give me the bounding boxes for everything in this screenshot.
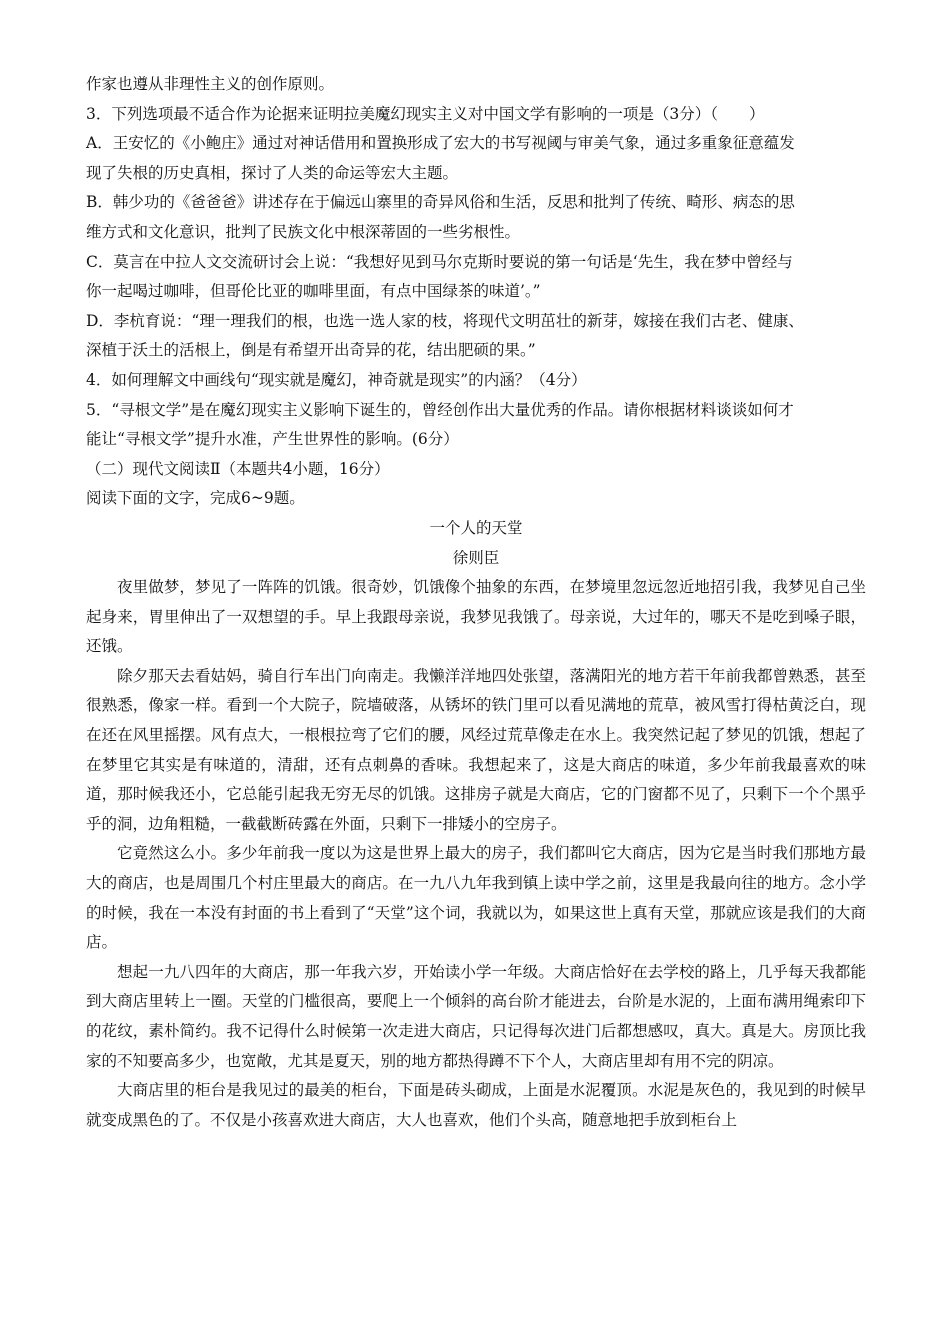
article-paragraph: 除夕那天去看姑妈，骑自行车出门向南走。我懒洋洋地四处张望，落满阳光的地方若干年前我都曾熟悉，甚至很熟悉，像家一样。看到一个大院子，院墙破落，从锈坏的铁门里可以看见满地的荒草，被风雪打得枯黄泛白，现在还在风里摇摆。风有点大，一根根拉弯了它们的腰，风经过荒草像走在水上。我突然记起了梦见的饥饿，想起了在梦里它其实是有味道的，清甜，还有点刺鼻的香味。我想起来了，这是大商店的味道，多少年前我最喜欢的味道，那时候我还小，它总能引起我无穷无尽的饥饿。这排房子就是大商店，它的门窗都不见了，只剩下一个个黑乎乎的洞，边角粗糙，一截截断砖露在外面，只剩下一排矮小的空房子。	[86, 666, 866, 833]
article-author: 徐则臣	[452, 548, 500, 567]
q3-option-d-line1: D．李杭育说：“理一理我们的根，也选一选人家的枝，将现代文明茁壮的新芽，嫁接在我们古老、健康、	[86, 311, 804, 330]
q3-stem: 3．下列选项最不适合作为论据来证明拉美魔幻现实主义对中国文学有影响的一项是（3分）（ ）	[86, 104, 765, 123]
article	[86, 514, 866, 1135]
question-3	[86, 100, 866, 366]
q3-option-a-line1: A．王安忆的《小鲍庄》通过对神话借用和置换形成了宏大的书写视阈与审美气象，通过多重象征意蕴发	[86, 134, 795, 153]
q3-option-a-line2: 现了失根的历史真相，探讨了人类的命运等宏大主题。	[86, 163, 459, 182]
prev-text: 作家也遵从非理性主义的创作原则。	[86, 75, 335, 93]
q3-option-d-line2: 深植于沃土的活根上，倒是有希望开出奇异的花，结出肥硕的果。”	[86, 341, 536, 360]
section-instruction: 阅读下面的文字，完成6~9题。	[86, 489, 305, 508]
question-5-line1: 5．“寻根文学”是在魔幻现实主义影响下诞生的，曾经创作出大量优秀的作品。请你根据材料谈谈如何才	[86, 400, 794, 419]
question-5-line2: 能让“寻根文学”提升水准，产生世界性的影响。(6分）	[86, 430, 459, 449]
article-paragraph: 它竟然这么小。多少年前我一度以为这是世界上最大的房子，我们都叫它大商店，因为它是当时我们那地方最大的商店，也是周围几个村庄里最大的商店。在一九八九年我到镇上读中学之前，这里是我最向往的地方。念小学的时候，我在一本没有封面的书上看到了“天堂”这个词，我就以为，如果这世上真有天堂，那就应该是我们的大商店。	[86, 844, 866, 952]
article-title: 一个人的天堂	[429, 518, 523, 537]
section-heading: （二）现代文阅读Ⅱ（本题共4小题，16分）	[86, 459, 390, 478]
question-4: 4．如何理解文中画线句“现实就是魔幻，神奇就是现实”的内涵？（4分）	[86, 370, 587, 389]
article-paragraph: 想起一九八四年的大商店，那一年我六岁，开始读小学一年级。大商店恰好在去学校的路上，几乎每天我都能到大商店里转上一圈。天堂的门槛很高，要爬上一个倾斜的高台阶才能进去，台阶是水泥的，上面布满用绳索印下的花纹，素朴简约。我不记得什么时候第一次走进大商店，只记得每次进门后都想感叹，真大。真是大。房顶比我家的不知要高多少，也宽敞，尤其是夏天，别的地方都热得蹲不下个人，大商店里却有用不完的阴凉。	[86, 962, 866, 1070]
article-paragraph: 夜里做梦，梦见了一阵阵的饥饿。很奇妙，饥饿像个抽象的东西，在梦境里忽远忽近地招引我，我梦见自己坐起身来，胃里伸出了一双想望的手。早上我跟母亲说，我梦见我饿了。母亲说，大过年的，哪天不是吃到嗓子眼，还饿。	[86, 578, 866, 656]
q3-option-b-line2: 维方式和文化意识，批判了民族文化中根深蒂固的一些劣根性。	[86, 222, 521, 241]
article-paragraph: 大商店里的柜台是我见过的最美的柜台，下面是砖头砌成，上面是水泥覆顶。水泥是灰色的，我见到的时候早就变成黑色的了。不仅是小孩喜欢进大商店，大人也喜欢，他们个头高，随意地把手放到柜台上	[86, 1081, 866, 1129]
exam-page	[86, 70, 866, 1135]
q3-option-c-line1: C．莫言在中拉人文交流研讨会上说：“我想好见到马尔克斯时要说的第一句话是‘先生，我在梦中曾经与	[86, 252, 793, 271]
q3-option-b-line1: B．韩少功的《爸爸爸》讲述存在于偏远山寨里的奇异风俗和生活，反思和批判了传统、畸形、病态的思	[86, 193, 795, 212]
q3-option-c-line2: 你一起喝过咖啡，但哥伦比亚的咖啡里面，有点中国绿茶的味道’。”	[86, 282, 541, 301]
